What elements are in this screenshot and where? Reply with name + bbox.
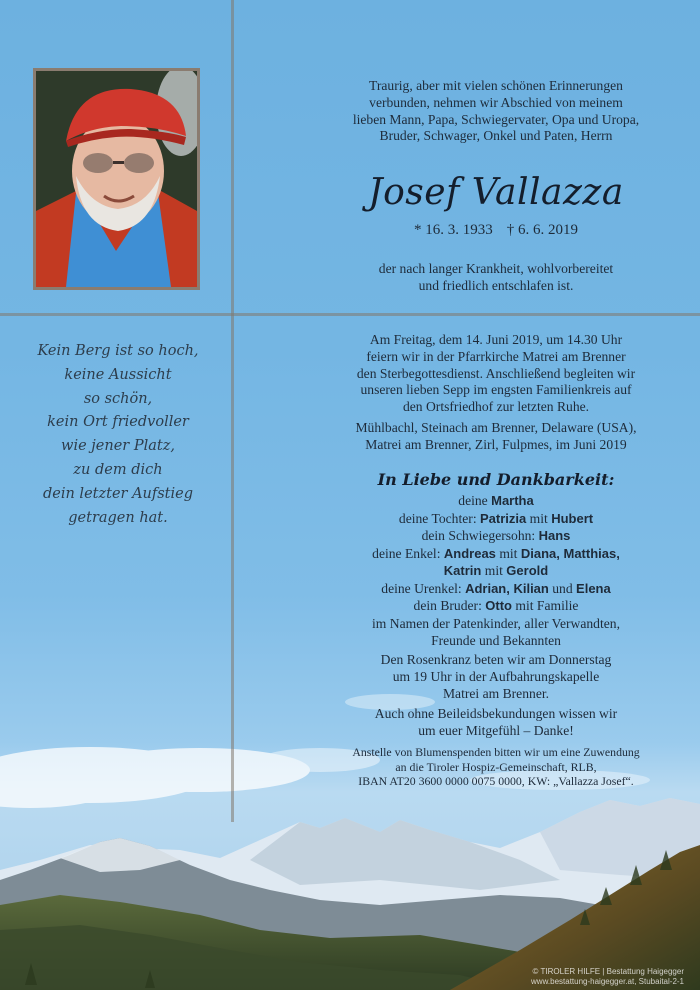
funeral-line: den Ortsfriedhof zur letzten Ruhe. xyxy=(402,399,590,415)
death-date: † 6. 6. 2019 xyxy=(506,222,578,238)
family-grandchildren-2: Katrin mit Gerold xyxy=(443,563,549,578)
intro-text xyxy=(316,78,676,145)
place-date-text xyxy=(316,420,676,454)
donation-line: an die Tiroler Hospiz-Gemeinschaft, RLB, xyxy=(395,759,597,774)
family-daughter: deine Tochter: Patrizia mit Hubert xyxy=(398,510,594,526)
family-list xyxy=(316,492,676,650)
life-dates xyxy=(316,222,676,239)
poem-line: Kein Berg ist so hoch, xyxy=(37,343,199,359)
cross-horizontal-line xyxy=(0,313,700,316)
donation-line: IBAN AT20 3600 0000 0075 0000, KW: „Vallazza Josef“. xyxy=(358,774,634,788)
credit-line xyxy=(531,967,684,987)
intro-line: Traurig, aber mit vielen schönen Erinnerungen xyxy=(369,78,623,93)
condolence-line: Auch ohne Beileidsbekundungen wissen wir xyxy=(374,706,618,721)
family-others: Freunde und Bekannten xyxy=(431,633,561,648)
place-date-line: Matrei am Brenner, Zirl, Fulpmes, im Juni 2019 xyxy=(365,436,627,452)
cross-vertical-line xyxy=(231,0,234,822)
poem-line: so schön, xyxy=(83,390,153,407)
intro-line: Bruder, Schwager, Onkel und Paten, Herrn xyxy=(379,128,613,144)
poem-line: getragen hat. xyxy=(68,509,168,526)
funeral-line: feiern wir in der Pfarrkirche Matrei am Brenner xyxy=(366,348,626,364)
family-heading: In Liebe und Dankbarkeit: xyxy=(377,470,615,489)
passing-line: und friedlich entschlafen ist. xyxy=(418,277,574,293)
rosary-text xyxy=(316,652,676,702)
poem-line: zu dem dich xyxy=(73,461,163,478)
family-grandchildren: deine Enkel: Andreas mit Diana, Matthias, xyxy=(372,545,620,561)
rosary-line: Matrei am Brenner. xyxy=(442,685,550,701)
rosary-line: Den Rosenkranz beten wir am Donnerstag xyxy=(380,652,612,667)
place-date-line: Mühlbachl, Steinach am Brenner, Delaware (USA), xyxy=(355,420,637,435)
condolence-text xyxy=(316,706,676,740)
passing-text xyxy=(316,261,676,295)
portrait-frame xyxy=(33,68,200,290)
credit-url: www.bestattung-haigegger.at, Stubaital-2-1 xyxy=(531,977,684,986)
poem-line: wie jener Platz, xyxy=(61,438,175,455)
intro-line: lieben Mann, Papa, Schwiegervater, Opa und Uropa, xyxy=(352,111,640,127)
poem-line: dein letzter Aufstieg xyxy=(42,485,194,502)
family-wife: deine Martha xyxy=(458,493,534,508)
passing-line: der nach langer Krankheit, wohlvorbereitet xyxy=(378,261,614,276)
deceased-name: Josef Vallazza xyxy=(368,172,624,213)
donation-line: Anstelle von Blumenspenden bitten wir um eine Zuwendung xyxy=(352,745,640,759)
portrait-photo xyxy=(36,71,197,287)
poem-line: kein Ort friedvoller xyxy=(47,414,189,431)
family-others: im Namen der Patenkinder, aller Verwandten, xyxy=(372,615,620,631)
funeral-line: unseren lieben Sepp im engsten Familienkreis auf xyxy=(360,382,632,398)
birth-date: * 16. 3. 1933 xyxy=(414,222,493,238)
funeral-line: Am Freitag, dem 14. Juni 2019, um 14.30 Uhr xyxy=(369,332,623,347)
family-brother: dein Bruder: Otto mit Familie xyxy=(413,598,579,613)
donation-text xyxy=(316,745,676,789)
intro-line: verbunden, nehmen wir Abschied von meinem xyxy=(369,94,623,110)
funeral-text xyxy=(316,332,676,416)
condolence-line: um euer Mitgefühl – Danke! xyxy=(418,722,574,738)
family-son-in-law: dein Schwiegersohn: Hans xyxy=(421,528,571,543)
poem-line: keine Aussicht xyxy=(64,366,172,383)
funeral-line: den Sterbegottesdienst. Anschließend begleiten wir xyxy=(356,365,636,381)
credit-text: © TIROLER HILFE | Bestattung Haigegger xyxy=(532,967,684,976)
family-great-grandchildren: deine Urenkel: Adrian, Kilian und Elena xyxy=(381,580,611,596)
rosary-line: um 19 Uhr in der Aufbahrungskapelle xyxy=(392,668,600,684)
mountain-poem xyxy=(20,340,216,530)
